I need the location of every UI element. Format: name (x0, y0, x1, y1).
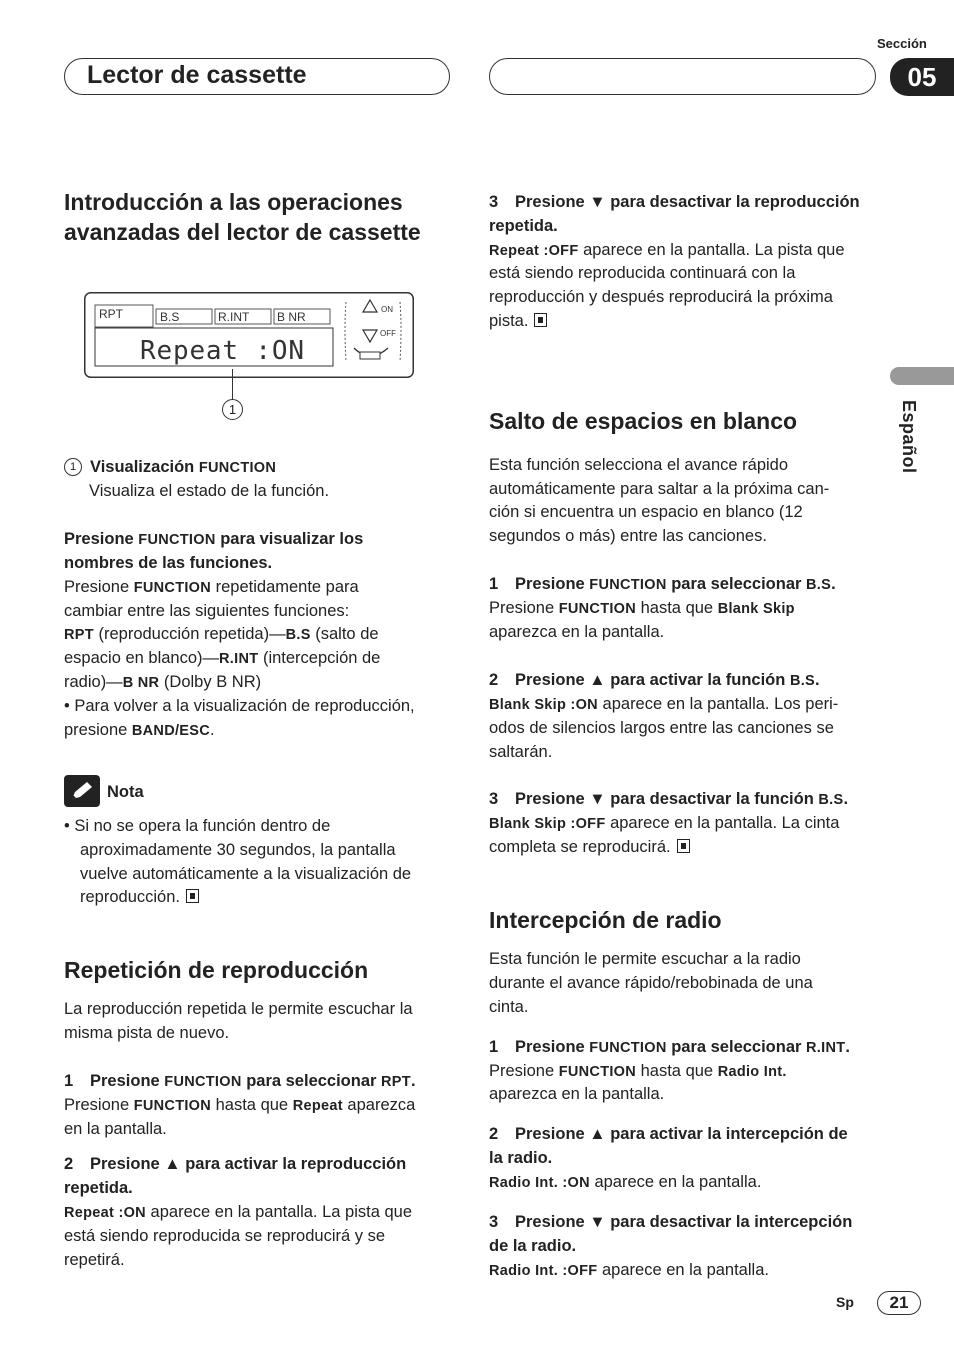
repeat-step-2-cont: repetida. (64, 1179, 133, 1197)
blank-skip-step-3-body-1: Blank Skip :OFF aparece en la pantalla. La cinta (489, 814, 840, 832)
blank-skip-intro-3: ción si encuentra un espacio en blanco (12 (489, 503, 803, 521)
repeat-step-1-body-1: Presione FUNCTION hasta que Repeat aparezca (64, 1096, 416, 1114)
note-title: Nota (107, 783, 144, 801)
lcd-button (360, 352, 380, 359)
note-pencil-icon (64, 775, 100, 807)
blank-skip-step-1-body-1: Presione FUNCTION hasta que Blank Skip (489, 599, 795, 617)
repeat-step-2-body-2: está siendo reproducida se reproducirá y se (64, 1227, 386, 1245)
blank-skip-step-1: 1 Presione FUNCTION para seleccionar B.S. (489, 575, 836, 593)
blank-skip-intro-1: Esta función selecciona el avance rápido (489, 456, 789, 474)
end-mark-icon (186, 889, 199, 903)
caption-number: 1 (64, 458, 82, 476)
language-label: Español (899, 400, 919, 474)
radio-intercept-section-title: Intercepción de radio (489, 907, 722, 933)
repeat-section-title: Repetición de reproducción (64, 957, 369, 983)
function-body-2: cambiar entre las siguientes funciones: (64, 602, 350, 620)
repeat-step-2-body-3: repetirá. (64, 1251, 125, 1269)
intro-title-line-2: avanzadas del lector de cassette (64, 219, 421, 245)
lcd-tab-rpt: RPT (99, 307, 123, 321)
repeat-step-3-body-1: Repeat :OFF aparece en la pantalla. La pista que (489, 241, 845, 259)
blank-skip-step-3-body-2: completa se reproducirá. (489, 835, 881, 859)
lcd-main-text: Repeat :ON (140, 336, 304, 366)
function-body-1: Presione FUNCTION repetidamente para (64, 578, 359, 596)
caption-heading: 1 Visualización FUNCTION (64, 455, 456, 480)
radio-intercept-intro-3: cinta. (489, 998, 529, 1016)
caption-description: Visualiza el estado de la función. (89, 482, 330, 500)
function-list-2: espacio en blanco)—R.INT (intercepción de (64, 649, 381, 667)
blank-skip-intro-2: automáticamente para saltar a la próxima can- (489, 480, 830, 498)
repeat-intro-1: La reproducción repetida le permite escuchar la (64, 1000, 413, 1018)
intro-title-line-1: Introducción a las operaciones (64, 189, 403, 215)
note-line-1: • Si no se opera la función dentro de (64, 817, 331, 835)
radio-step-3: 3 Presione ▼ para desactivar la intercepción (489, 1213, 853, 1231)
note-line-2: aproximadamente 30 segundos, la pantalla (80, 841, 396, 859)
end-mark-icon (534, 313, 547, 327)
blank-skip-step-3: 3 Presione ▼ para desactivar la función B.S. (489, 790, 849, 808)
function-step-heading-2: nombres de las funciones. (64, 554, 273, 572)
page-number: 21 (877, 1291, 921, 1315)
function-bullet-1: • Para volver a la visualización de reproducción, (64, 697, 415, 715)
callout-line (232, 369, 233, 400)
lcd-off-label: OFF (380, 329, 396, 338)
blank-skip-step-2-body-1: Blank Skip :ON aparece en la pantalla. Los peri- (489, 695, 839, 713)
function-list-3: radio)—B NR (Dolby B NR) (64, 673, 262, 691)
repeat-step-3: 3 Presione ▼ para desactivar la reproducción (489, 193, 860, 211)
radio-step-3-body: Radio Int. :OFF aparece en la pantalla. (489, 1261, 769, 1279)
repeat-step-3-body-3: reproducción y después reproducirá la próxima (489, 288, 833, 306)
blank-skip-step-2-body-2: odos de silencios largos entre las canciones se (489, 719, 834, 737)
chapter-title-box (64, 58, 450, 95)
lcd-tab-bnr: B NR (277, 310, 306, 324)
blank-skip-step-1-body-2: aparezca en la pantalla. (489, 623, 665, 641)
lcd-on-label: ON (381, 305, 393, 314)
radio-step-1-body-1: Presione FUNCTION hasta que Radio Int. (489, 1062, 787, 1080)
blank-skip-intro-4: segundos o más) entre las canciones. (489, 527, 767, 545)
blank-skip-step-2: 2 Presione ▲ para activar la función B.S. (489, 671, 820, 689)
chapter-title: Lector de cassette (87, 61, 307, 89)
radio-step-1: 1 Presione FUNCTION para seleccionar R.INT. (489, 1038, 850, 1056)
lcd-tab-bs: B.S (160, 310, 180, 324)
radio-step-3-cont: de la radio. (489, 1237, 577, 1255)
blank-skip-section-title: Salto de espacios en blanco (489, 408, 798, 434)
function-bullet-2: presione BAND/ESC. (64, 721, 215, 739)
note-line-4: reproducción. (80, 885, 472, 909)
radio-intercept-intro-1: Esta función le permite escuchar a la radio (489, 950, 801, 968)
radio-step-2-cont: la radio. (489, 1149, 553, 1167)
footer-language-code: Sp (836, 1294, 854, 1310)
repeat-step-2: 2 Presione ▲ para activar la reproducción (64, 1155, 407, 1173)
note-line-3: vuelve automáticamente a la visualización de (80, 865, 412, 883)
repeat-intro-2: misma pista de nuevo. (64, 1024, 230, 1042)
radio-intercept-intro-2: durante el avance rápido/rebobinada de una (489, 974, 813, 992)
language-tab-bar (890, 367, 954, 385)
blank-skip-step-2-body-3: saltarán. (489, 743, 553, 761)
function-list-1: RPT (reproducción repetida)—B.S (salto de (64, 625, 379, 643)
section-label: Sección (877, 36, 927, 51)
function-step-heading-1: Presione FUNCTION para visualizar los (64, 530, 364, 548)
radio-step-2-body: Radio Int. :ON aparece en la pantalla. (489, 1173, 762, 1191)
repeat-step-3-cont: repetida. (489, 217, 558, 235)
lcd-tab-rint: R.INT (218, 310, 250, 324)
repeat-step-3-body-4: pista. (489, 309, 881, 333)
repeat-step-2-body-1: Repeat :ON aparece en la pantalla. La pista que (64, 1203, 412, 1221)
section-number-badge: 05 (890, 58, 954, 96)
header-empty-box (489, 58, 876, 95)
radio-step-1-body-2: aparezca en la pantalla. (489, 1085, 665, 1103)
radio-step-2: 2 Presione ▲ para activar la intercepción de (489, 1125, 848, 1143)
repeat-step-3-body-2: está siendo reproducida continuará con la (489, 264, 796, 282)
repeat-step-1: 1 Presione FUNCTION para seleccionar RPT. (64, 1072, 416, 1090)
repeat-step-1-body-2: en la pantalla. (64, 1120, 167, 1138)
callout-number: 1 (222, 399, 243, 420)
lcd-display-illustration (84, 292, 414, 378)
end-mark-icon (677, 839, 690, 853)
